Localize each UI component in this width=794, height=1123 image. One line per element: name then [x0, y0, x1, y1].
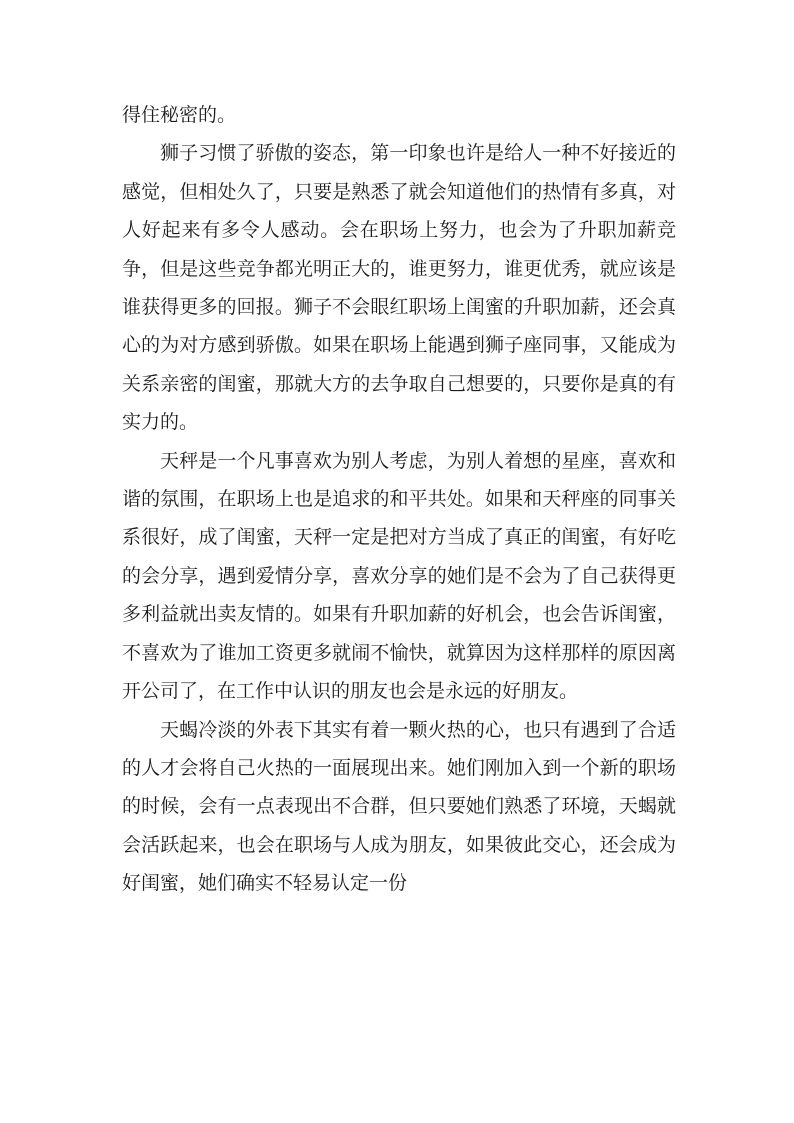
paragraph-continuation: 得住秘密的。 — [122, 104, 237, 126]
paragraph-libra: 天秤是一个凡事喜欢为别人考虑，为别人着想的星座，喜欢和谐的氛围，在职场上也是追求的和平共处。如果和天秤座的同事关系很好，成了闺蜜，天秤一定是把对方当成了真正的闺蜜，有好吃的会分享，遇到爱情分享，喜欢分享的她们是不会为了自己获得更多利益就出卖友情的。如果有升职加薪的好机会，也会告诉闺蜜，不喜欢为了谁加工资更多就闹不愉快，就算因为这样那样的原因离开公司了，在工作中认识的朋友也会是永远的好朋友。 — [122, 449, 676, 703]
paragraph-leo: 狮子习惯了骄傲的姿态，第一印象也许是给人一种不好接近的感觉，但相处久了，只要是熟悉了就会知道他们的热情有多真，对人好起来有多令人感动。会在职场上努力，也会为了升职加薪竞争，但是这些竞争都光明正大的，谁更努力，谁更优秀，就应该是谁获得更多的回报。狮子不会眼红职场上闺蜜的升职加薪，还会真心的为对方感到骄傲。如果在职场上能遇到狮子座同事，又能成为关系亲密的闺蜜，那就大方的去争取自己想要的，只要你是真的有实力的。 — [122, 142, 676, 434]
document-body — [122, 96, 676, 903]
paragraph-scorpio: 天蝎冷淡的外表下其实有着一颗火热的心，也只有遇到了合适的人才会将自己火热的一面展现出来。她们刚加入到一个新的职场的时候，会有一点表现出不合群，但只要她们熟悉了环境，天蝎就会活跃起来，也会在职场与人成为朋友，如果彼此交心，还会成为好闺蜜，她们确实不轻易认定一份 — [122, 718, 676, 895]
